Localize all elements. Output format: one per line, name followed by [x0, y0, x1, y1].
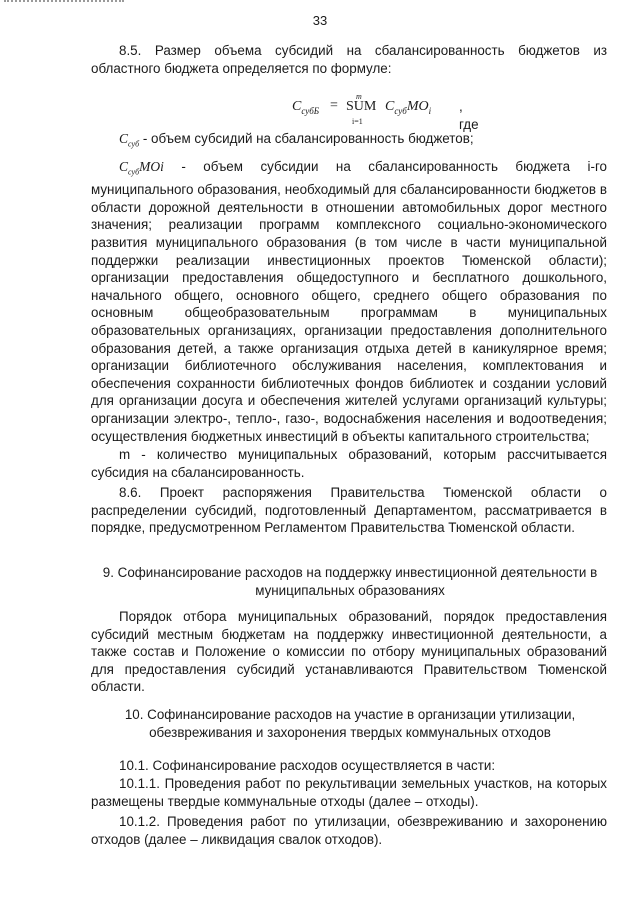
- definition-c-sub-moi: [91, 158, 607, 445]
- scan-artifact: [4, 0, 124, 8]
- definition-c-sub-text: - объем субсидий на сбалансированность бюджетов;: [142, 131, 474, 146]
- paragraph-8-5: 8.5. Размер объема субсидий на сбалансированность бюджетов из областного бюджета определяется по формуле:: [91, 43, 607, 76]
- paragraph-10-1-2: 10.1.2. Проведения работ по утилизации, обезвреживанию и захоронению отходов (далее – ликвидация свалок отходов).: [91, 814, 607, 847]
- formula-rhs: $C_{суб}MO_i$: [385, 99, 432, 116]
- paragraph-10-1: 10.1. Софинансирование расходов осуществляется в части:: [119, 758, 496, 773]
- formula-sum-lower: i=1: [352, 117, 363, 126]
- definition-m: m - количество муниципальных образований, которым рассчитывается субсидия на сбалансированность.: [91, 447, 607, 480]
- formula-where: , где: [459, 99, 479, 132]
- paragraph-8-6: 8.6. Проект распоряжения Правительства Тюменской области о распределении субсидий, подготовленный Департаментом, рассматривается в порядке, предусмотренном Регламентом Правительства Тюменской области.: [91, 485, 607, 536]
- definition-c-sub-moi-text: - объем субсидии на сбалансированность бюджета i-го муниципального образования, необходимый для сбалансированности бюджетов в области дорожной деятельности в отношении автомобильных дорог местного значения; реализации программ комплексного социально-экономического развития муниципального образования (в том числе в части муниципальной поддержки реализации инвестиционных проектов Тюменской области); организации предоставления общедоступного и бесплатного дошкольного, начального общего, основного общего, среднего общего образования по основным общеобразовательным программам в муниципальных образовательных организациях, организации предоставления дополнительного образования детей, а также организация отдыха детей в каникулярное время; организации библиотечного обслуживания населения, комплектования и обеспечения сохранности библиотечных фондов библиотек и создании условий для организации досуга и обеспечения жителей услугами организаций культуры; организации электро-, тепло-, газо-, водоснабжения населения и водоотведения; осуществления бюджетных инвестиций в объекты капитального строительства;: [91, 159, 607, 444]
- paragraph-9: Порядок отбора муниципальных образований, порядок предоставления субсидий местным бюджетам на поддержку инвестиционной деятельности, а также состав и Положение о комиссии по отбору муниципальных образований для предоставления субсидий устанавливаются Правительством Тюменской области.: [91, 609, 607, 695]
- paragraph-10-1-1: 10.1.1. Проведения работ по рекультивации земельных участков, на которых размещены твердые коммунальные отходы (далее – отходы).: [91, 776, 607, 809]
- formula-equals: =: [330, 98, 338, 113]
- formula-lhs: $C_{субБ}$: [292, 99, 320, 116]
- section-heading-9: 9. Софинансирование расходов на поддержку инвестиционной деятельности в муниципальных образованиях: [102, 565, 598, 598]
- formula-sum-upper: m: [356, 92, 362, 101]
- symbol-c-sub-moi: $C_{суб}MOi$: [119, 159, 164, 177]
- symbol-c-sub: $C_{суб}$: [119, 131, 140, 149]
- section-heading-10: 10. Софинансирование расходов на участие в организации утилизации, обезвреживания и захоронения твердых коммунальных отходов: [124, 707, 576, 740]
- page-number: 33: [312, 13, 328, 28]
- definition-c-sub: [91, 130, 607, 153]
- subsidy-formula: [282, 88, 482, 132]
- formula-sum: SUM: [346, 99, 377, 114]
